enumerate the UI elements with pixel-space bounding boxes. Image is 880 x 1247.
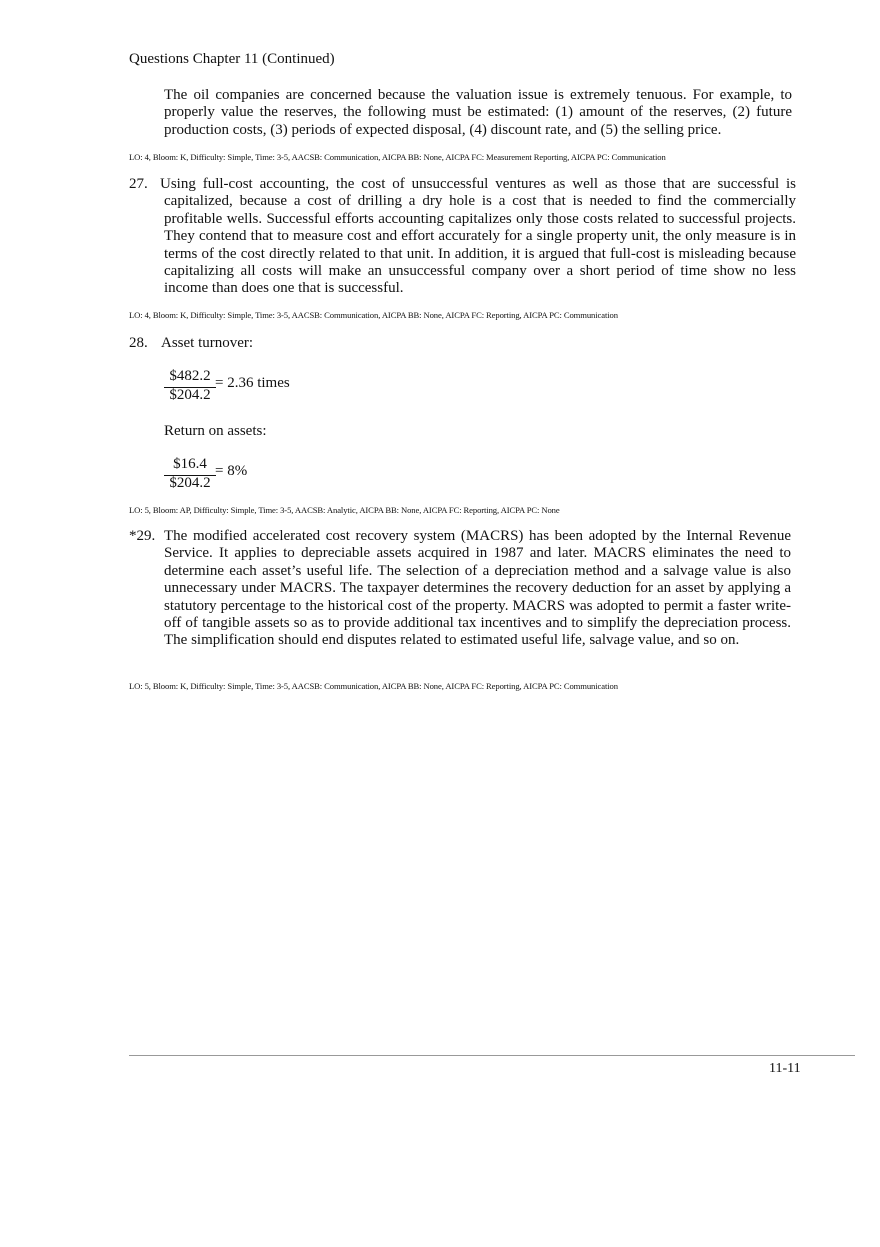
page-number: 11-11	[769, 1061, 801, 1076]
learning-objective-note: LO: 4, Bloom: K, Difficulty: Simple, Time: 3-5, AACSB: Communication, AICPA BB: None, AICPA FC: Reporting, AICPA PC: Communication	[129, 310, 618, 320]
question-number: 28.	[129, 335, 148, 351]
intro-paragraph: The oil companies are concerned because the valuation issue is extremely tenuous. For example, to properly value the reserves, the following must be estimated: (1) amount of the reserves, (2) future production costs, (3) periods of expected disposal, (4) discount rate, and (5) the selling price.	[164, 87, 792, 138]
asset-turnover-label: Asset turnover:	[161, 335, 254, 351]
learning-objective-note: LO: 4, Bloom: K, Difficulty: Simple, Time: 3-5, AACSB: Communication, AICPA BB: None, AICPA FC: Measurement Reporting, AICPA PC: Communication	[129, 152, 666, 162]
question-number: 27.	[129, 176, 148, 192]
fraction-numerator: $482.2	[169, 368, 211, 384]
footer-divider	[129, 1055, 855, 1056]
fraction-denominator: $204.2	[169, 387, 211, 403]
return-on-assets-label: Return on assets:	[164, 423, 267, 439]
fraction-denominator: $204.2	[169, 475, 211, 491]
page-heading: Questions Chapter 11 (Continued)	[129, 51, 335, 67]
question-27-answer: Using full-cost accounting, the cost of unsuccessful ventures as well as those that are successful is capitalized, because a cost of drilling a dry hole is a cost that is needed to find the commercially profitable wells. Successful efforts accounting capitalizes only those costs related to successful projects. They contend that to measure cost and effort accurately for a single property unit, the only measure is in terms of the cost directly related to that unit. In addition, it is argued that full-cost is misleading because capitalizing all costs will make an unsuccessful company over a short period of time show no less income than does one that is successful.	[160, 176, 796, 297]
question-29-answer: The modified accelerated cost recovery system (MACRS) has been adopted by the Internal Revenue Service. It applies to depreciable assets acquired in 1987 and later. MACRS eliminates the need to determine each asset’s useful life. The selection of a depreciation method and a salvage value is also unnecessary under MACRS. The taxpayer determines the recovery deduction for an asset by applying a statutory percentage to the historical cost of the property. MACRS was adopted to permit a faster write-off of tangible assets so as to provide additional tax incentives and to simplify the depreciation process. The simplification should end disputes related to estimated useful life, salvage value, and so on.	[164, 528, 791, 649]
fraction-numerator: $16.4	[173, 456, 207, 472]
fraction-result: = 2.36 times	[215, 375, 290, 391]
question-number: *29.	[129, 528, 156, 544]
fraction-result: = 8%	[215, 463, 248, 479]
learning-objective-note: LO: 5, Bloom: K, Difficulty: Simple, Time: 3-5, AACSB: Communication, AICPA BB: None, AICPA FC: Reporting, AICPA PC: Communication	[129, 681, 618, 691]
learning-objective-note: LO: 5, Bloom: AP, Difficulty: Simple, Time: 3-5, AACSB: Analytic, AICPA BB: None, AICPA FC: Reporting, AICPA PC: None	[129, 505, 560, 515]
